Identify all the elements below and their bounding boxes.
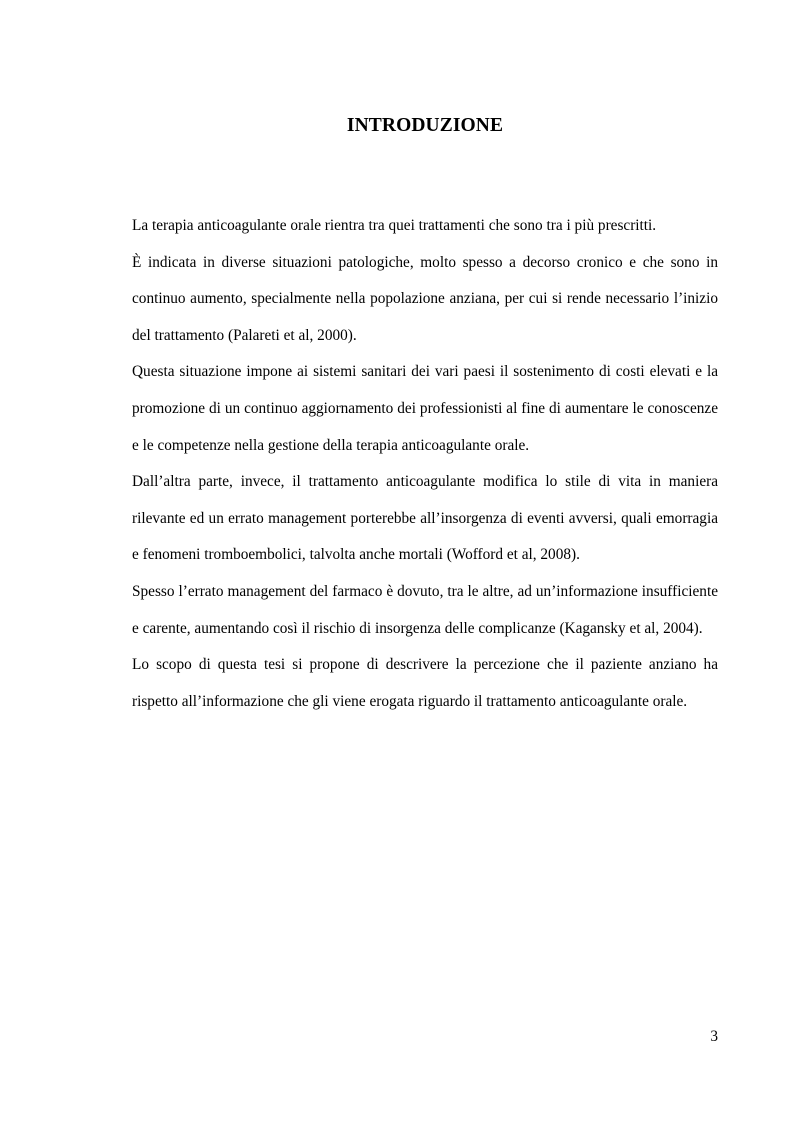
page-title: INTRODUZIONE <box>346 115 504 136</box>
body-text <box>132 208 718 720</box>
paragraph: Lo scopo di questa tesi si propone di descrivere la percezione che il paziente anziano ha rispetto all’informazione che gli viene erogata riguardo il trattamento anticoagulante orale. <box>132 656 718 710</box>
page-number: 3 <box>710 1028 718 1045</box>
paragraph: Questa situazione impone ai sistemi sanitari dei vari paesi il sostenimento di costi elevati e la promozione di un continuo aggiornamento dei professionisti al fine di aumentare le conoscenze e le competenze nella gestione della terapia anticoagulante orale. <box>132 363 718 454</box>
paragraph: È indicata in diverse situazioni patologiche, molto spesso a decorso cronico e che sono in continuo aumento, specialmente nella popolazione anziana, per cui si rende necessario l’inizio del trattamento (Palareti et al, 2000). <box>132 253 718 344</box>
paragraph: Spesso l’errato management del farmaco è dovuto, tra le altre, ad un’informazione insufficiente e carente, aumentando così il rischio di insorgenza delle complicanze (Kagansky et al, 2004). <box>132 582 718 637</box>
paragraph: Dall’altra parte, invece, il trattamento anticoagulante modifica lo stile di vita in maniera rilevante ed un errato management porterebbe all’insorgenza di eventi avversi, quali emorragia e fenomeni tromboembolici, talvolta anche mortali (Wofford et al, 2008). <box>132 473 718 564</box>
paragraph: La terapia anticoagulante orale rientra tra quei trattamenti che sono tra i più prescritti. <box>132 217 657 234</box>
